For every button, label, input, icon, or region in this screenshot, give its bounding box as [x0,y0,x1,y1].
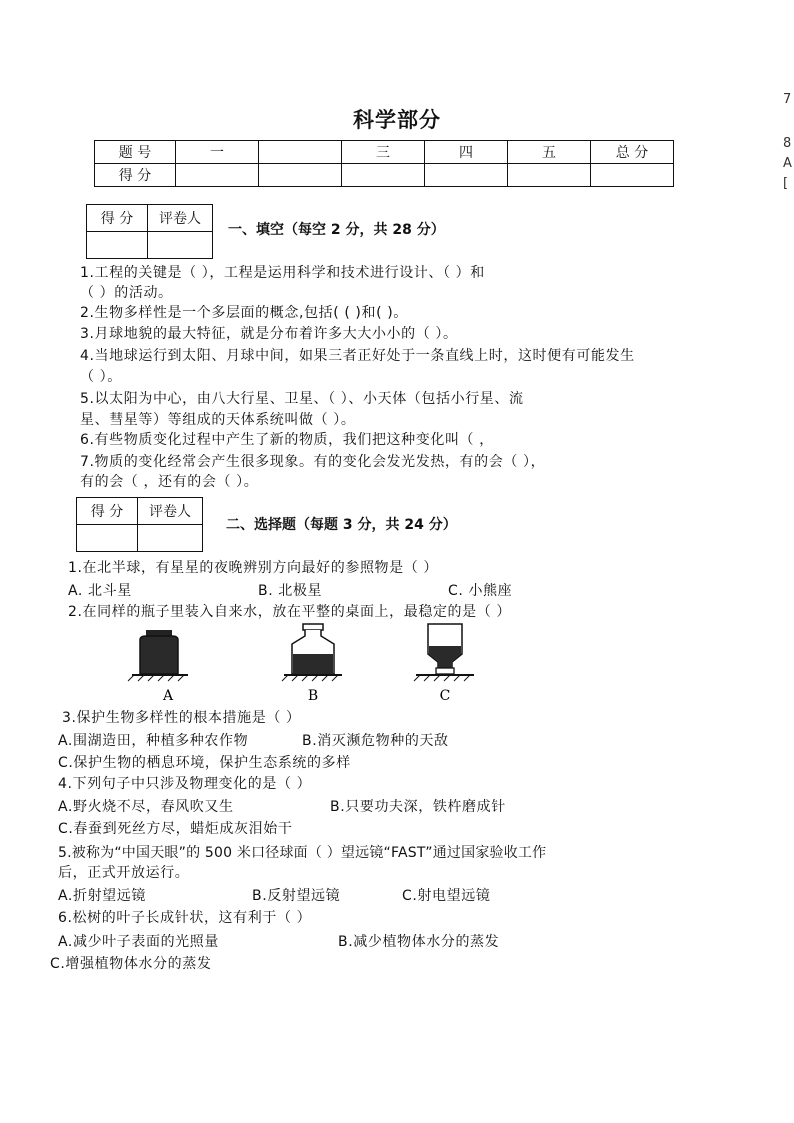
choice-question: 后，正式开放运行。 [58,865,190,881]
bottle-c-icon [414,624,474,681]
choice-option: B.消灭濒危物种的天敌 [302,733,449,749]
choice-option: B.反射望远镜 [252,888,341,904]
fill-question-line: 3.月球地貌的最大特征，就是分布着许多大大小小的（ ）。 [80,326,458,342]
bottle-b-icon [282,624,342,681]
choice-question: 3.保护生物多样性的根本措施是（ ） [62,710,301,726]
grader-score-label: 得 分 [87,205,148,232]
score-cell[interactable] [342,164,425,187]
choice-option: B. 北极星 [258,583,323,599]
score-table-header-row [95,141,674,164]
choice-option: C. 小熊座 [448,583,513,599]
choice-option: A.折射望远镜 [58,888,146,904]
grader-score-label: 得 分 [77,498,138,525]
choice-option: C.保护生物的栖息环境，保护生态系统的多样 [58,755,351,771]
choice-question: 2.在同样的瓶子里装入自来水，放在平整的桌面上，最稳定的是（ ） [68,604,512,620]
fill-question-line: 5.以太阳为中心，由八大行星、卫星、（ ）、小天体（包括小行星、流 [80,391,524,407]
fill-question-line: （ ）的活动。 [80,285,173,301]
grader-name-label: 评卷人 [148,205,213,232]
score-table-header-cell: 题 号 [95,141,176,164]
bottle-c-label: C [439,688,451,704]
fill-question-line: 2.生物多样性是一个多层面的概念,包括( ( )和( )。 [80,305,408,321]
margin-mark: [ [783,176,789,191]
bottle-a-label: A [162,688,174,704]
choice-option: C.射电望远镜 [402,888,491,904]
margin-mark: 7 [783,92,792,107]
score-table-score-row [95,164,674,187]
choice-option: A. 北斗星 [68,583,132,599]
score-table-header-cell: 总 分 [591,141,674,164]
fill-question-line: 星、彗星等）等组成的天体系统叫做（ ）。 [80,412,356,428]
bottles-figure [120,618,500,706]
score-cell[interactable] [176,164,259,187]
bottle-b-label: B [307,688,319,704]
score-cell[interactable] [425,164,508,187]
choice-option: A.野火烧不尽，春风吹又生 [58,799,234,815]
section1-grader-box [86,204,213,259]
margin-mark: A [783,156,792,171]
fill-question-line: 4.当地球运行到太阳、月球中间，如果三者正好处于一条直线上时，这时便有可能发生 [80,348,635,364]
section2-grader-box [76,497,203,552]
score-table-header-cell: 一 [176,141,259,164]
fill-question-line: （ ）。 [80,369,122,385]
score-table-header-cell [259,141,342,164]
section2-heading: 二、选择题（每题 3 分，共 24 分） [226,517,457,533]
fill-question-line: 7.物质的变化经常会产生很多现象。有的变化会发光发热，有的会（ ）， [80,454,546,470]
fill-question-line: 6.有些物质变化过程中产生了新的物质，我们把这种变化叫（ ， [80,432,494,448]
choice-option: B.只要功夫深，铁杵磨成针 [330,799,506,815]
choice-question: 1.在北半球，有星星的夜晚辨别方向最好的参照物是（ ） [68,560,439,576]
margin-mark: 8 [783,136,792,151]
grader-name-cell[interactable] [148,232,213,259]
score-row-label: 得 分 [95,164,176,187]
choice-option: C.增强植物体水分的蒸发 [50,956,212,972]
choice-question: 6.松树的叶子长成针状，这有利于（ ） [58,910,312,926]
score-cell[interactable] [591,164,674,187]
grader-score-cell[interactable] [87,232,148,259]
choice-option: A.围湖造田，种植多种农作物 [58,733,249,749]
bottle-a-icon [128,630,188,681]
fill-question-line: 1.工程的关键是（ ），工程是运用科学和技术进行设计、（ ）和 [80,265,485,281]
score-cell[interactable] [259,164,342,187]
score-table-header-cell: 四 [425,141,508,164]
grader-name-label: 评卷人 [138,498,203,525]
choice-question: 4.下列句子中只涉及物理变化的是（ ） [58,776,312,792]
choice-question: 5.被称为“中国天眼”的 500 米口径球面（ ）望远镜“FAST”通过国家验收工作 [58,845,547,861]
grader-name-cell[interactable] [138,525,203,552]
choice-option: C.春蚕到死丝方尽，蜡炬成灰泪始干 [58,821,293,837]
choice-option: A.减少叶子表面的光照量 [58,934,219,950]
score-table-header-cell: 三 [342,141,425,164]
score-table [94,140,674,187]
score-table-header-cell: 五 [508,141,591,164]
fill-question-line: 有的会（ ，还有的会（ ）。 [80,474,259,490]
score-cell[interactable] [508,164,591,187]
page-title: 科学部分 [353,108,441,132]
section1-heading: 一、填空（每空 2 分，共 28 分） [228,222,445,238]
choice-option: B.减少植物体水分的蒸发 [338,934,500,950]
grader-score-cell[interactable] [77,525,138,552]
